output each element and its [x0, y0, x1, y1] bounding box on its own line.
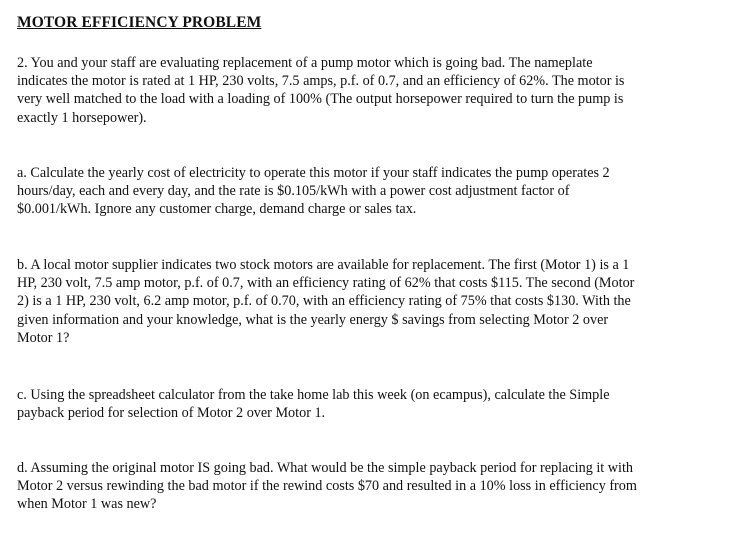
question-a-paragraph: a. Calculate the yearly cost of electricity to operate this motor if your staff indicates the pump operates 2 hours/day, each and every day, and the rate is $0.105/kWh with a power cost adjustment factor of $0.001/kWh. Ignore any customer charge, demand charge or sales tax.: [17, 165, 610, 218]
problem-intro-paragraph: 2. You and your staff are evaluating replacement of a pump motor which is going bad. The nameplate indicates the motor is rated at 1 HP, 230 volts, 7.5 amps, p.f. of 0.7, and an efficiency of 62%. The motor is very well matched to the load with a loading of 100% (The output horsepower required to turn the pump is exactly 1 horsepower).: [17, 55, 625, 126]
question-b-paragraph: b. A local motor supplier indicates two stock motors are available for replacement. The first (Motor 1) is a 1 HP, 230 volt, 7.5 amp motor, p.f. of 0.7, with an efficiency rating of 62% that costs $115. The second (Motor 2) is a 1 HP, 230 volt, 6.2 amp motor, p.f. of 0.70, with an efficiency rating of 75% that costs $130. With the given information and your knowledge, what is the yearly energy $ savings from selecting Motor 2 over Motor 1?: [17, 257, 635, 346]
question-d-paragraph: d. Assuming the original motor IS going bad. What would be the simple payback period for replacing it with Motor 2 versus rewinding the bad motor if the rewind costs $70 and resulted in a 10% loss in efficiency from when Motor 1 was new?: [17, 460, 637, 513]
question-c-paragraph: c. Using the spreadsheet calculator from the take home lab this week (on ecampus), calculate the Simple payback period for selection of Motor 2 over Motor 1.: [17, 387, 610, 422]
document-title: MOTOR EFFICIENCY PROBLEM: [17, 14, 262, 31]
problem-document: [17, 14, 717, 513]
